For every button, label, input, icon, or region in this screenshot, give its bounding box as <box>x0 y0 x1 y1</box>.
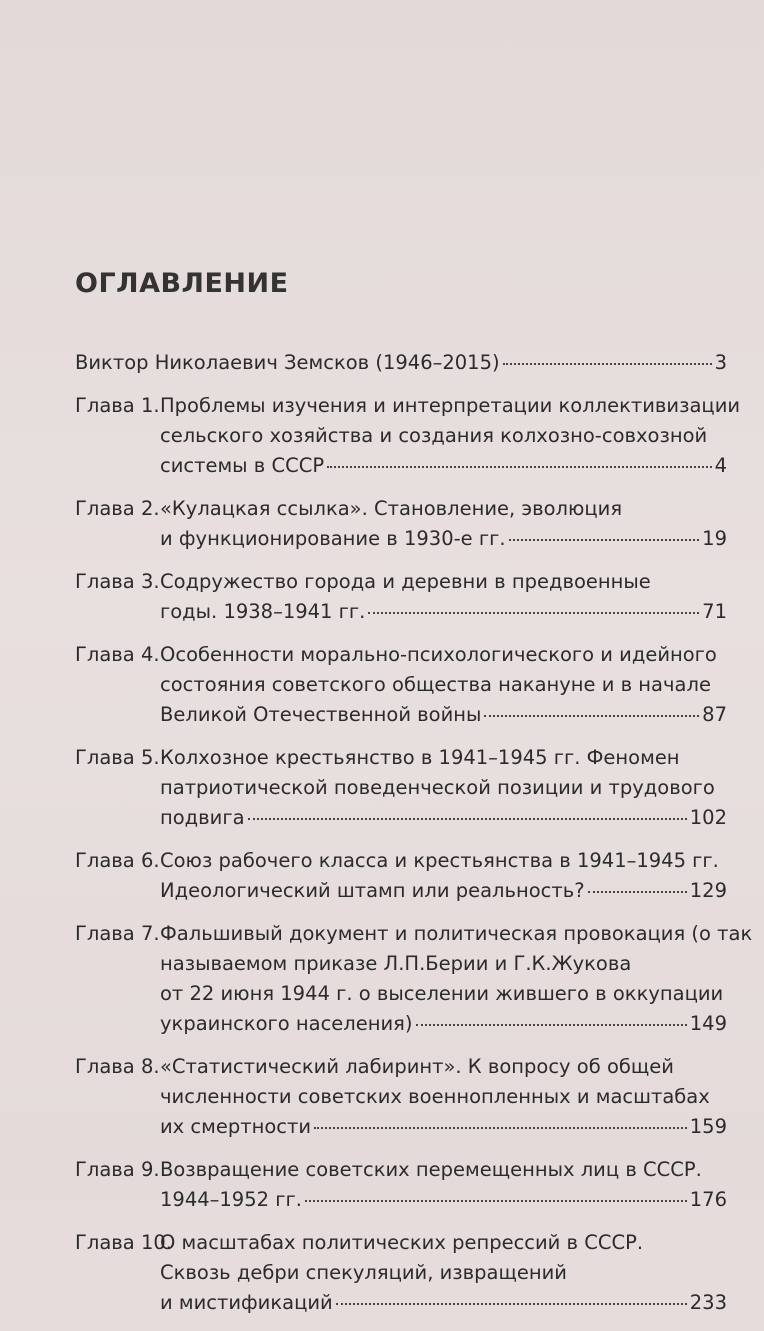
dot-leader <box>416 1024 687 1026</box>
chapter-label: Глава 6. <box>75 849 160 872</box>
toc-entry <box>75 494 727 554</box>
chapter-title-line: 1944–1952 гг. <box>160 1188 302 1211</box>
chapter-title-last-line <box>160 524 727 554</box>
dot-leader <box>368 612 699 614</box>
chapter-list <box>75 391 753 1318</box>
chapter-label: Глава 8. <box>75 1055 160 1078</box>
chapter-title-line: патриотической поведенческой позиции и трудового <box>160 776 715 799</box>
dot-leader <box>248 818 687 820</box>
dot-leader <box>327 466 712 468</box>
toc-entry <box>75 391 741 481</box>
chapter-title-line: Идеологический штамп или реальность? <box>160 879 585 902</box>
chapter-title-line: системы в СССР <box>160 454 325 477</box>
chapter-title-last-line <box>160 1288 727 1318</box>
chapter-title <box>160 846 727 906</box>
chapter-title <box>160 494 727 554</box>
chapter-title <box>160 567 727 627</box>
chapter-title-last-line <box>160 1185 727 1215</box>
dot-leader <box>305 1200 687 1202</box>
chapter-title-last-line <box>160 700 727 730</box>
page-number: 159 <box>689 1115 727 1138</box>
chapter-title-line: «Статистический лабиринт». К вопросу об общей <box>160 1055 674 1078</box>
chapter-title-last-line <box>160 597 727 627</box>
toc-entry <box>75 1052 727 1142</box>
chapter-label: Глава 2. <box>75 497 160 520</box>
page-number: 87 <box>702 703 727 726</box>
chapter-title <box>160 743 727 833</box>
chapter-title-last-line <box>160 803 727 833</box>
page-number: 19 <box>702 527 727 550</box>
chapter-title <box>160 391 741 481</box>
chapter-label: Глава 1. <box>75 394 160 417</box>
page-number: 4 <box>714 454 727 477</box>
chapter-title <box>160 1228 727 1318</box>
chapter-title-last-line <box>160 876 727 906</box>
chapter-title-line: украинского населения) <box>160 1012 413 1035</box>
page-number: 129 <box>689 879 727 902</box>
toc-entry <box>75 919 753 1039</box>
page-number: 149 <box>689 1012 727 1035</box>
dot-leader <box>509 539 700 541</box>
chapter-title-line: Союз рабочего класса и крестьянства в 1941–1945 гг. <box>160 849 719 872</box>
toc-entry <box>75 1228 727 1318</box>
chapter-title <box>160 919 753 1039</box>
page-number: 3 <box>714 351 727 374</box>
chapter-title-line: Великой Отечественной войны <box>160 703 482 726</box>
chapter-label: Глава 7. <box>75 922 160 945</box>
page-number: 233 <box>689 1291 727 1314</box>
chapter-title-line: Фальшивый документ и политическая провокация (о так <box>160 922 753 945</box>
toc-intro-entry <box>75 348 727 378</box>
intro-text: Виктор Николаевич Земсков (1946–2015) <box>75 351 500 374</box>
chapter-title-line: Особенности морально-психологического и идейного <box>160 643 717 666</box>
chapter-title-line: Содружество города и деревни в предвоенные <box>160 570 651 593</box>
chapter-title-line: сельского хозяйства и создания колхозно-совхозной <box>160 424 708 447</box>
chapter-title-line: Сквозь дебри спекуляций, извращений <box>160 1261 567 1284</box>
toc-entry <box>75 846 727 906</box>
chapter-title <box>160 1155 727 1215</box>
chapter-title-line: состояния советского общества накануне и в начале <box>160 673 711 696</box>
chapter-title-line: Колхозное крестьянство в 1941–1945 гг. Феномен <box>160 746 680 769</box>
dot-leader <box>503 363 712 365</box>
dot-leader <box>314 1127 687 1129</box>
chapter-title <box>160 1052 727 1142</box>
chapter-label: Глава 10. <box>75 1231 172 1254</box>
page-title: ОГЛАВЛЕНИЕ <box>75 268 289 299</box>
chapter-title-line: их смертности <box>160 1115 312 1138</box>
toc-entry <box>75 1155 727 1215</box>
chapter-title-line: Возвращение советских перемещенных лиц в СССР. <box>160 1158 702 1181</box>
chapter-title-line: и функционирование в 1930-е гг. <box>160 527 506 550</box>
chapter-title-line: О масштабах политических репрессий в СССР. <box>160 1231 644 1254</box>
chapter-title-last-line <box>160 1112 727 1142</box>
chapter-title-line: годы. 1938–1941 гг. <box>160 600 366 623</box>
chapter-title-line: «Кулацкая ссылка». Становление, эволюция <box>160 497 623 520</box>
chapter-title-line: Проблемы изучения и интерпретации коллективизации <box>160 394 741 417</box>
chapter-title-line: называемом приказе Л.П.Берии и Г.К.Жукова <box>160 952 632 975</box>
page-number: 71 <box>702 600 727 623</box>
chapter-title-last-line <box>160 1009 727 1039</box>
chapter-label: Глава 4. <box>75 643 160 666</box>
page-number: 176 <box>689 1188 727 1211</box>
dot-leader <box>336 1303 687 1305</box>
chapter-title-line: численности советских военнопленных и масштабах <box>160 1085 710 1108</box>
chapter-label: Глава 9. <box>75 1158 160 1181</box>
dot-leader <box>484 715 699 717</box>
toc-entry <box>75 640 727 730</box>
dot-leader <box>588 891 687 893</box>
chapter-title-line: и мистификаций <box>160 1291 333 1314</box>
page-number: 102 <box>689 806 727 829</box>
toc-entry <box>75 567 727 627</box>
chapter-title <box>160 640 727 730</box>
table-of-contents <box>75 348 753 1331</box>
chapter-title-last-line <box>160 451 727 481</box>
chapter-title-line: от 22 июня 1944 г. о выселении жившего в оккупации <box>160 982 724 1005</box>
chapter-label: Глава 3. <box>75 570 160 593</box>
toc-entry <box>75 743 727 833</box>
chapter-title-line: подвига <box>160 806 245 829</box>
chapter-label: Глава 5. <box>75 746 160 769</box>
